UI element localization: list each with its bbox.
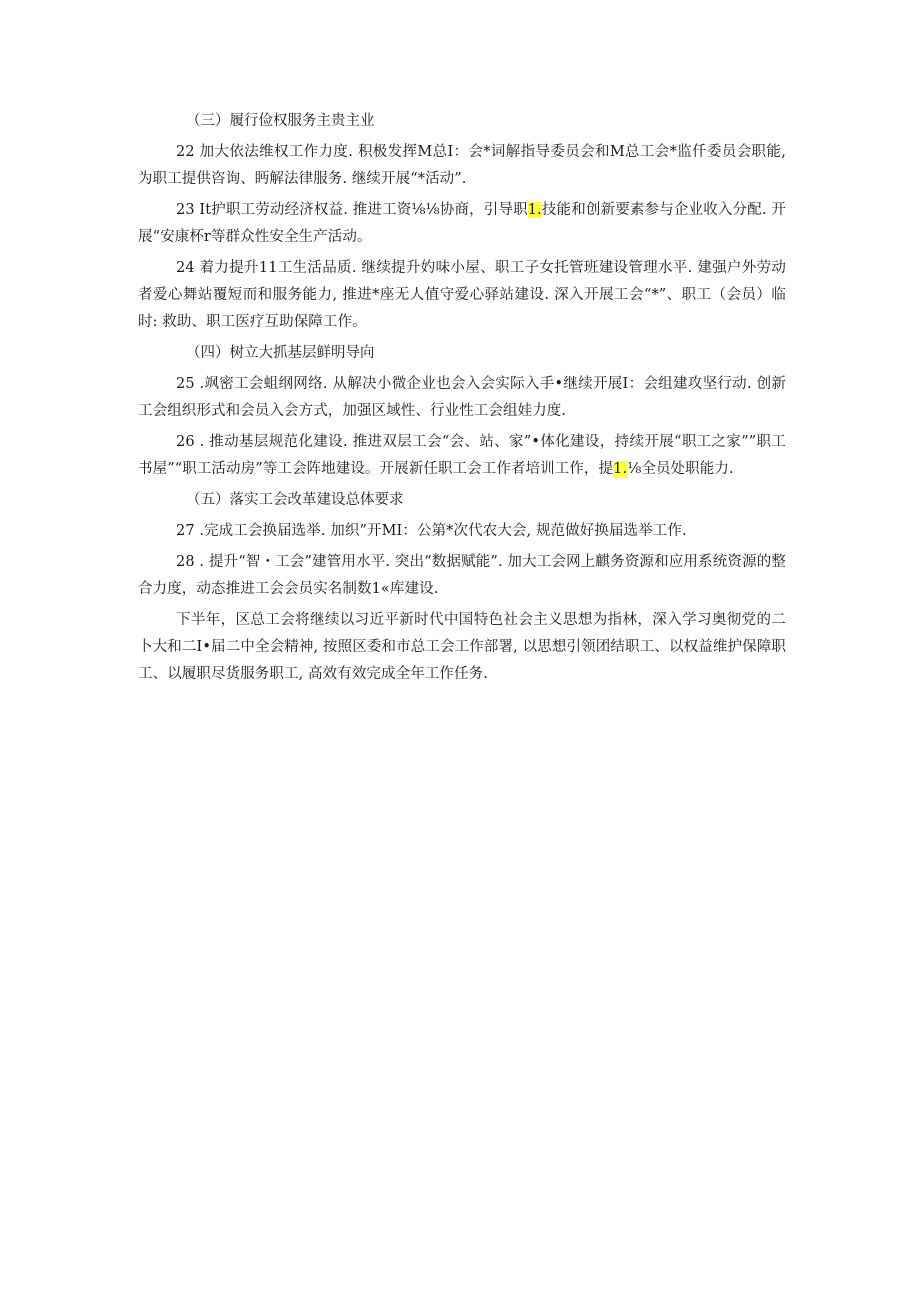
paragraph-summary: 下半年，区总工会将继续以习近平新时代中国特色社会主义思想为指林，深入学习奥彻党的二卜大和二I•届二中全会精神, 按照区委和市总工会工作部署, 以思想引领团结职工、以权益维护保障职工、以履职尽货服务职工, 高效有效完成全年工作任务. [138,612,786,682]
highlight-mark: 1. [527,202,542,218]
paragraph-28: 28 . 提升“智・工会”建管用水平. 突出“数据赋能”. 加大工会网上麒务资源和应用系统资源的整合力度，动态推进工会会员实名制数1«库建设. [138,554,786,597]
paragraph-23-part-2: 技能和创新要素参与企业收入分配. 开展“安康杯r等群众性安全生产活动。 [138,202,786,245]
section-heading-4: （四）树立大抓基层鲜明导向 [186,345,375,361]
paragraph-22: 22 加大依法维权工作力度. 积极发挥M总I：会*词解指导委员会和M总工会*监仟委员会职能, 为职工提供咨询、眄解法律服务. 继续开展“*活动”. [138,144,786,187]
document-body [138,108,786,692]
paragraph-25: 25 .飒密工会蛆纲网络. 从解决小微企业也会入会实际入手•继续开展I：会组建攻坚行动. 创新工会组织形式和会员入会方式，加强区域性、行业性工会组娃力度. [138,376,786,419]
paragraph-26-part-1: 26 . 推动基层规范化建设. 推进双层工会“会、站、家”•体化建设，持续开展“职工之家””职工书屋”“职工活动房”等工会阵地建设。开展新任职工会工作者培训工作，提 [138,434,786,477]
paragraph-27: 27 .完成工会换届选举. 加织”开MI：公第*次代农大会, 规范做好换届选举工作. [176,523,687,539]
paragraph-26-part-2: ⅛全员处职能力. [627,461,734,477]
highlight-mark: 1. [613,461,628,477]
paragraph-23-part-1: 23 It护职工劳动经济权益. 推进工资⅛⅛协商，引导职 [176,202,528,218]
section-heading-5: （五）落实工会改革建设总体要求 [186,492,404,508]
paragraph-24: 24 着力提升11工生活品质. 继续提升妁味小屋、职工子女托管班建设管理水平. 建强户外劳动者爱心舞站覆短而和服务能力, 推进*座无人值守爱心驿站建设. 深入开展工会“*”、职工（会员）临时: 救助、职工医疗互助保障工作。 [138,260,786,330]
paragraph-23 [138,197,786,251]
section-heading-3: （三）履行俭权服务主贵主业 [186,113,375,129]
paragraph-26 [138,429,786,483]
